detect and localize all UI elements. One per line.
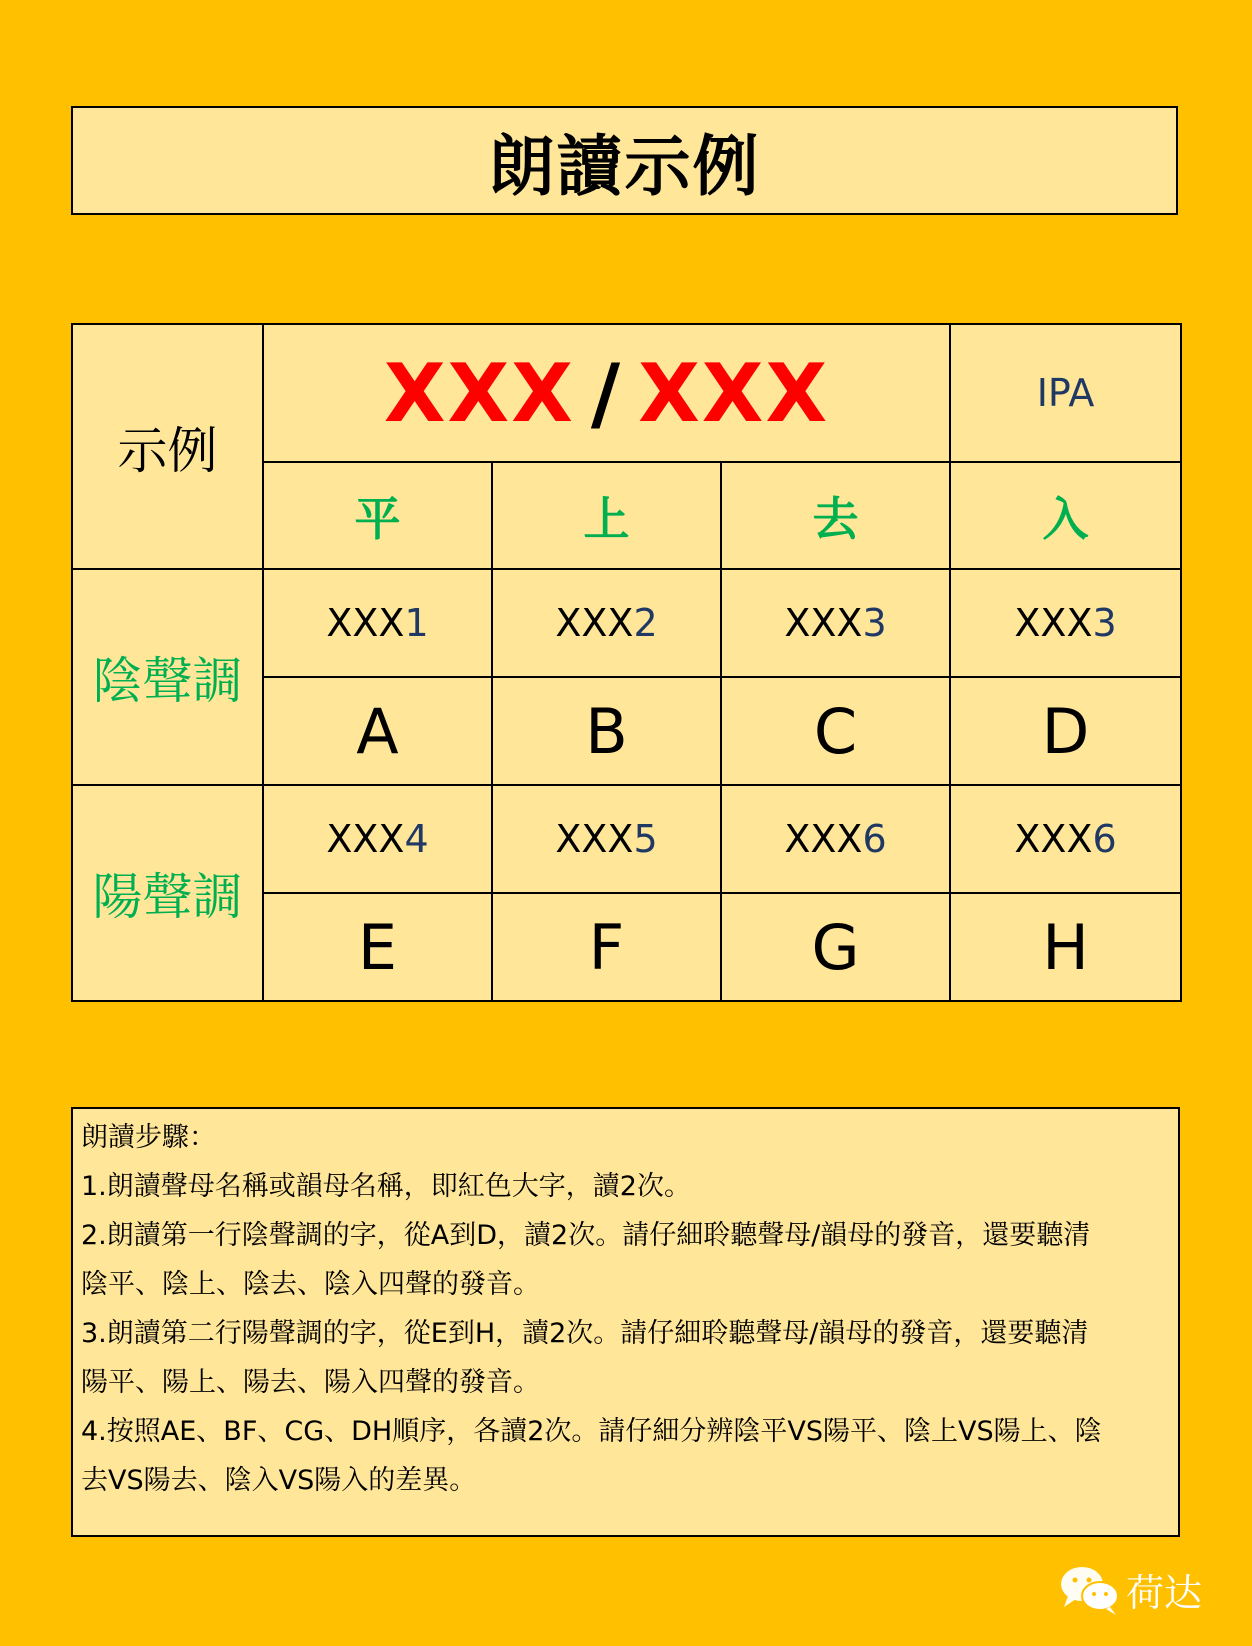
header-right: XXX [638,346,830,440]
header-slash: / [590,346,623,440]
code-prefix: XXX [784,817,863,861]
letter-c: C [721,677,950,785]
code-prefix: XXX [326,817,405,861]
code-prefix: XXX [555,817,634,861]
code-digit: 5 [633,817,658,861]
step-line: 3.朗讀第二行陽聲調的字，從E到H，讀2次。請仔細聆聽聲母/韻母的發音，還要聽清 [81,1318,1089,1349]
tone-qu: 去 [721,462,950,569]
watermark [1058,1562,1202,1617]
header-left: XXX [383,346,575,440]
example-label-cell [72,324,263,569]
code-cell [721,785,950,893]
steps-heading: 朗讀步驟： [81,1122,216,1153]
letter-b: B [492,677,721,785]
step-line: 1.朗讀聲母名稱或韻母名稱，即紅色大字，讀2次。 [81,1171,691,1202]
code-digit: 1 [404,601,429,645]
step-line: 2.朗讀第一行陰聲調的字，從A到D，讀2次。請仔細聆聽聲母/韻母的發音，還要聽清 [81,1220,1091,1251]
letter-g: G [721,893,950,1001]
code-prefix: XXX [555,601,634,645]
tone-shang: 上 [492,462,721,569]
code-prefix: XXX [326,601,405,645]
code-cell [950,785,1181,893]
code-prefix: XXX [1014,817,1093,861]
title-box [71,106,1178,215]
ipa-cell [950,324,1181,462]
code-digit: 2 [633,601,658,645]
letter-e: E [263,893,492,1001]
letter-h: H [950,893,1181,1001]
code-digit: 3 [862,601,887,645]
code-prefix: XXX [1014,601,1093,645]
code-cell [950,569,1181,677]
row-label-yin: 陰聲調 [72,569,263,785]
letter-a: A [263,677,492,785]
code-cell [263,785,492,893]
letter-d: D [950,677,1181,785]
tone-ping: 平 [263,462,492,569]
letter-f: F [492,893,721,1001]
code-digit: 6 [1092,817,1117,861]
wechat-icon [1058,1563,1122,1617]
code-digit: 6 [862,817,887,861]
code-cell [263,569,492,677]
code-digit: 4 [404,817,429,861]
row-label-yang: 陽聲調 [72,785,263,1001]
example-label: 示例 [117,421,218,480]
step-line: 去VS陽去、陰入VS陽入的差異。 [81,1465,477,1496]
step-line: 4.按照AE、BF、CG、DH順序，各讀2次。請仔細分辨陰平VS陽平、陰上VS陽上、陰 [81,1416,1102,1447]
ipa-label: IPA [1036,371,1095,415]
tone-ru: 入 [950,462,1181,569]
code-cell [721,569,950,677]
code-cell [492,569,721,677]
header-cell [263,324,950,462]
code-digit: 3 [1092,601,1117,645]
page-title: 朗讀示例 [488,128,761,205]
example-table [71,323,1182,1002]
code-prefix: XXX [784,601,863,645]
code-cell [492,785,721,893]
watermark-text: 荷达 [1126,1571,1203,1615]
steps-box [71,1107,1180,1537]
step-line: 陰平、陰上、陰去、陰入四聲的發音。 [81,1269,540,1300]
step-line: 陽平、陽上、陽去、陽入四聲的發音。 [81,1367,540,1398]
